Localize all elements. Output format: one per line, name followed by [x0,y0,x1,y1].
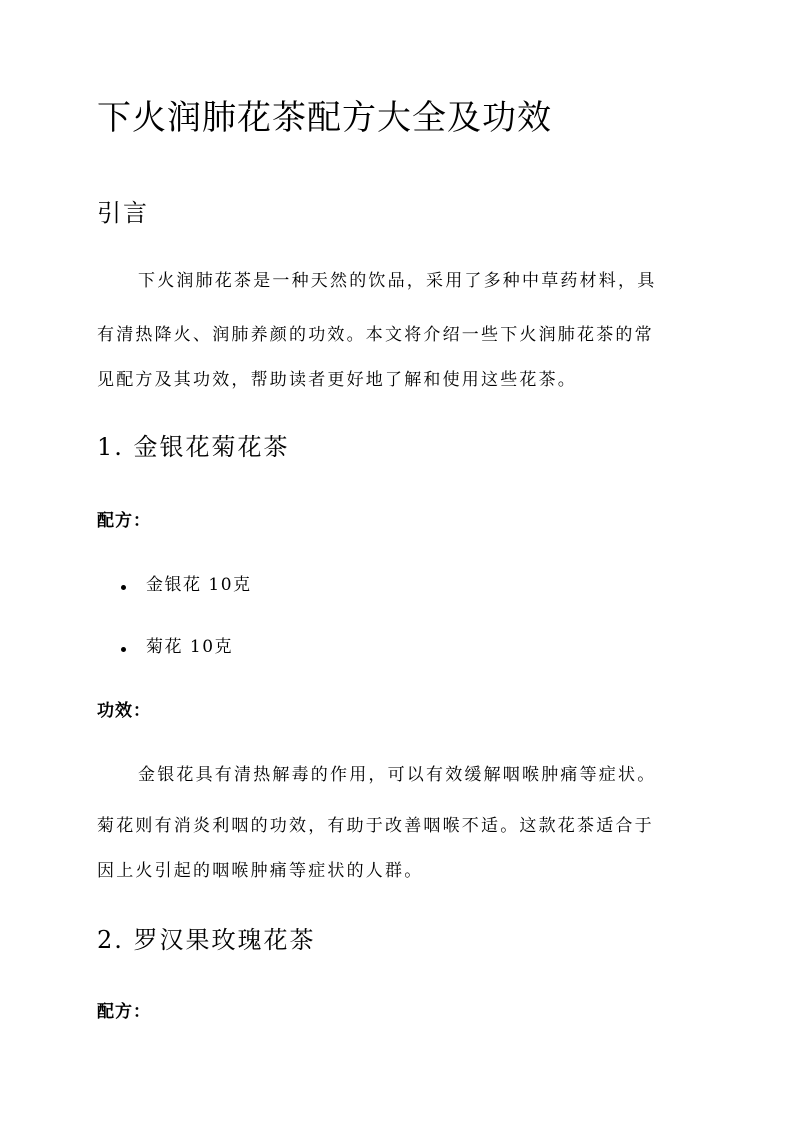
section-2-recipe-label: 配方： [97,1002,151,1022]
section-1-effect-line-2: 菊花则有消炎利咽的功效，有助于改善咽喉不适。这款花茶适合于 [97,816,654,836]
bullet-dot [121,585,126,590]
intro-line-1: 下火润肺花茶是一种天然的饮品，采用了多种中草药材料，具 [138,271,657,291]
intro-line-2: 有清热降火、润肺养颜的功效。本文将介绍一些下火润肺花茶的常 [97,325,654,345]
intro-heading: 引言 [97,199,149,227]
section-2-heading: 2. 罗汉果玫瑰花茶 [97,926,316,954]
intro-line-3: 见配方及其功效，帮助读者更好地了解和使用这些花茶。 [97,370,577,390]
bullet-dot [121,647,126,652]
section-1-heading: 1. 金银花菊花茶 [97,433,290,461]
section-1-ingredient-2: 菊花 10克 [146,637,234,657]
section-1-recipe-label: 配方： [97,511,151,531]
section-1-effect-label: 功效： [97,701,151,721]
section-1-effect-line-1: 金银花具有清热解毒的作用，可以有效缓解咽喉肿痛等症状。 [138,765,657,785]
section-1-ingredient-1: 金银花 10克 [146,575,252,595]
document-title: 下火润肺花茶配方大全及功效 [97,98,552,138]
section-1-effect-line-3: 因上火引起的咽喉肿痛等症状的人群。 [97,861,424,881]
